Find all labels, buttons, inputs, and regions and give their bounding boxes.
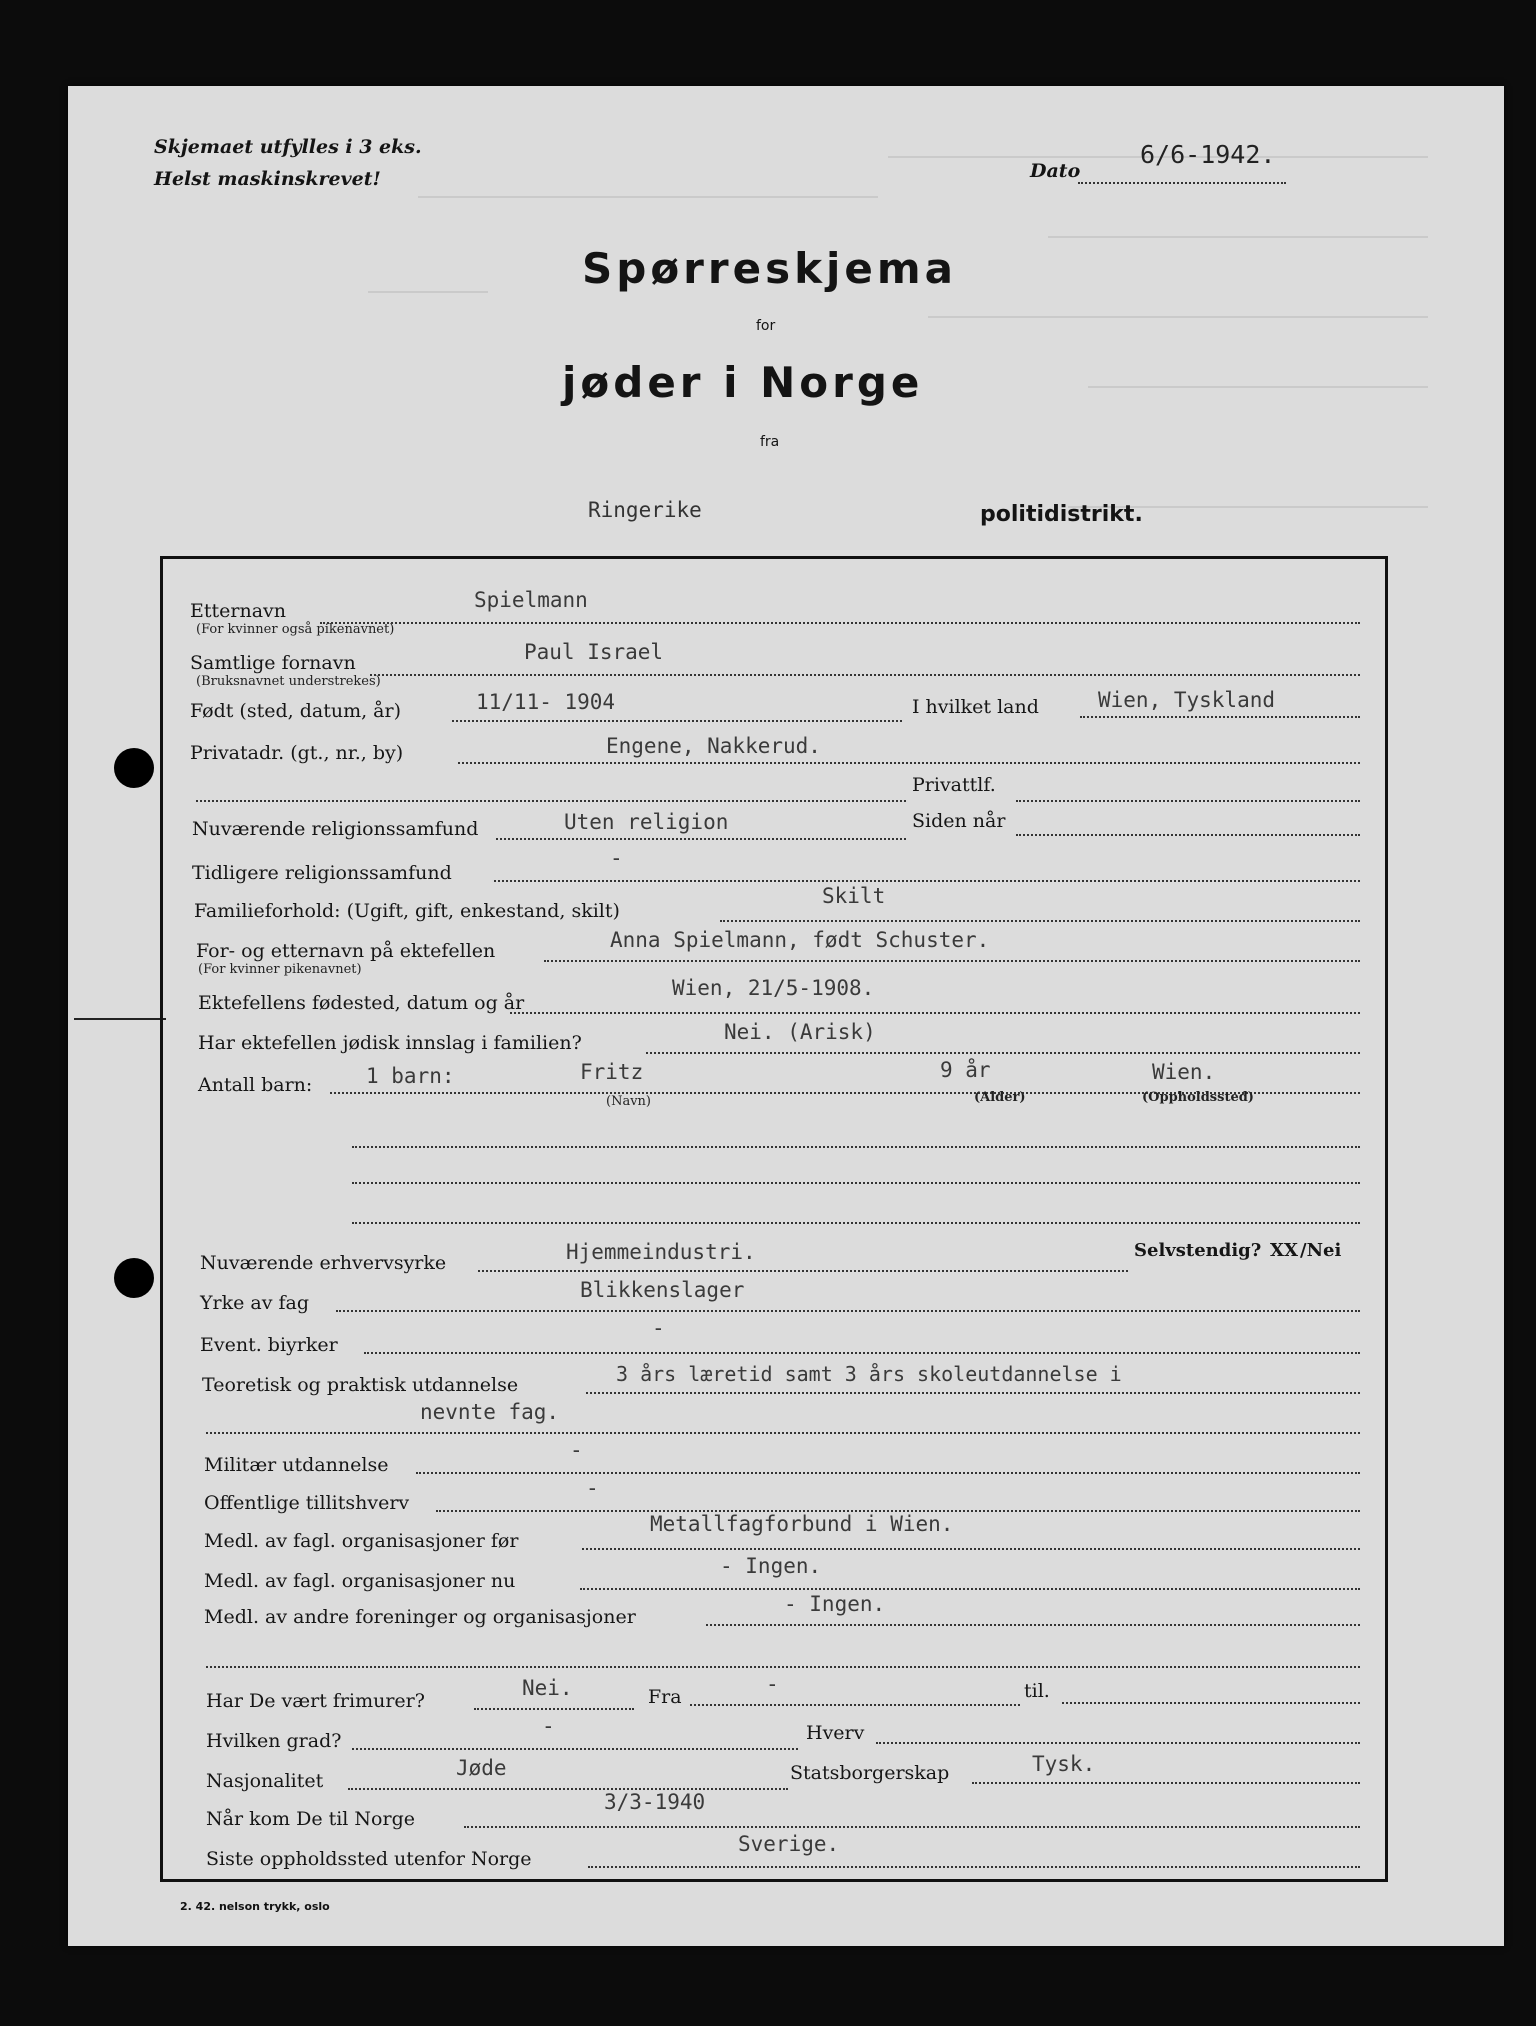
selvstendig-label: Selvstendig? bbox=[1134, 1240, 1262, 1261]
fodt-value: 11/11- 1904 bbox=[476, 690, 616, 714]
familie-line bbox=[720, 920, 1360, 922]
org-for-label: Medl. av fagl. organisasjoner før bbox=[204, 1530, 519, 1552]
nasjonalitet-value: Jøde bbox=[456, 1756, 507, 1780]
punch-hole-bottom bbox=[114, 1258, 154, 1298]
barn-extra-line-2 bbox=[352, 1182, 1360, 1184]
religion-line bbox=[496, 838, 906, 840]
date-value: 6/6-1942. bbox=[1140, 140, 1276, 169]
title-for: for bbox=[756, 318, 776, 334]
instruction-typewritten: Helst maskinskrevet! bbox=[154, 168, 381, 190]
utdannelse-value-2: nevnte fag. bbox=[420, 1400, 560, 1424]
nasjonalitet-line bbox=[348, 1788, 788, 1790]
privatadr-label: Privatadr. (gt., nr., by) bbox=[190, 742, 404, 764]
utdannelse-line bbox=[586, 1392, 1360, 1394]
familie-label: Familieforhold: (Ugift, gift, enkestand, skilt) bbox=[194, 900, 620, 922]
familie-value: Skilt bbox=[822, 884, 886, 908]
org-nu-line bbox=[580, 1588, 1360, 1590]
jodisk-line bbox=[646, 1052, 1360, 1054]
hverv-line bbox=[876, 1742, 1360, 1744]
etternavn-line bbox=[320, 622, 1360, 624]
fodt-line bbox=[452, 720, 902, 722]
barn-sub-age: (Alder) bbox=[974, 1090, 1026, 1105]
ektefelle-value: Anna Spielmann, født Schuster. bbox=[610, 928, 990, 952]
etternavn-value: Spielmann bbox=[474, 588, 588, 612]
district-label: politidistrikt. bbox=[980, 502, 1143, 527]
nasjonalitet-label: Nasjonalitet bbox=[206, 1770, 324, 1792]
form-subtitle: jøder i Norge bbox=[562, 358, 924, 407]
yrke-label: Yrke av fag bbox=[200, 1292, 310, 1314]
grad-value: - bbox=[542, 1714, 555, 1738]
etternavn-sub: (For kvinner også pikenavnet) bbox=[196, 622, 395, 637]
tidl-religion-line bbox=[494, 880, 1360, 882]
ektefelle-line bbox=[544, 960, 1360, 962]
biyrker-line bbox=[364, 1352, 1360, 1354]
yrke-line bbox=[336, 1310, 1360, 1312]
district-value: Ringerike bbox=[588, 498, 702, 522]
siste-opphold-label: Siste oppholdssted utenfor Norge bbox=[206, 1848, 532, 1870]
siden-line bbox=[1016, 834, 1360, 836]
ekt-fodested-line bbox=[510, 1012, 1360, 1014]
frimurer-til-line bbox=[1062, 1702, 1360, 1704]
jodisk-value: Nei. (Arisk) bbox=[724, 1020, 876, 1044]
privattlf-line bbox=[1016, 800, 1360, 802]
religion-label: Nuværende religionssamfund bbox=[192, 818, 479, 840]
utdannelse-label: Teoretisk og praktisk utdannelse bbox=[202, 1374, 519, 1396]
fornavn-value: Paul Israel bbox=[524, 640, 664, 664]
frimurer-fra-label: Fra bbox=[648, 1686, 682, 1708]
punch-hole-top bbox=[114, 748, 154, 788]
title-fra: fra bbox=[760, 434, 780, 450]
privatadr-line2 bbox=[196, 800, 906, 802]
militaer-line bbox=[416, 1472, 1360, 1474]
date-line bbox=[1078, 182, 1286, 184]
ankomst-label: Når kom De til Norge bbox=[206, 1808, 415, 1830]
siden-label: Siden når bbox=[912, 810, 1006, 832]
andre-org-value: - Ingen. bbox=[784, 1592, 886, 1616]
instruction-copies: Skjemaet utfylles i 3 eks. bbox=[154, 136, 422, 158]
selvstendig-ja-crossed: XX bbox=[1270, 1240, 1298, 1261]
ankomst-value: 3/3-1940 bbox=[604, 1790, 706, 1814]
andre-org-label: Medl. av andre foreninger og organisasjoner bbox=[204, 1606, 636, 1628]
frimurer-fra-line bbox=[690, 1704, 1020, 1706]
org-nu-value: - Ingen. bbox=[720, 1554, 822, 1578]
hverv-label: Hverv bbox=[806, 1722, 865, 1744]
barn-sub-name: (Navn) bbox=[606, 1094, 651, 1109]
barn-sub-place: (Oppholdssted) bbox=[1142, 1090, 1254, 1105]
ankomst-line bbox=[464, 1826, 1360, 1828]
ekt-fodested-label: Ektefellens fødested, datum og år bbox=[198, 992, 525, 1014]
frimurer-line bbox=[474, 1708, 634, 1710]
biyrker-value: - bbox=[652, 1316, 665, 1340]
org-for-value: Metallfagforbund i Wien. bbox=[650, 1512, 954, 1536]
frimurer-label: Har De vært frimurer? bbox=[206, 1690, 425, 1712]
privattlf-label: Privattlf. bbox=[912, 774, 996, 796]
erhverv-line bbox=[478, 1270, 1128, 1272]
statsborger-value: Tysk. bbox=[1032, 1752, 1096, 1776]
siste-opphold-line bbox=[588, 1866, 1360, 1868]
tillitshverv-value: - bbox=[586, 1476, 599, 1500]
grad-label: Hvilken grad? bbox=[206, 1730, 342, 1752]
printer-imprint: 2. 42. nelson trykk, oslo bbox=[180, 1900, 330, 1913]
erhverv-value: Hjemmeindustri. bbox=[566, 1240, 756, 1264]
margin-fold-line bbox=[74, 1018, 166, 1020]
utdannelse-value-1: 3 års læretid samt 3 års skoleutdannelse i bbox=[616, 1362, 1122, 1386]
tidl-religion-label: Tidligere religionssamfund bbox=[192, 862, 452, 884]
frimurer-fra-value: - bbox=[766, 1672, 779, 1696]
tidl-religion-value: - bbox=[610, 846, 623, 870]
tillitshverv-label: Offentlige tillitshverv bbox=[204, 1492, 410, 1514]
land-line bbox=[1080, 716, 1360, 718]
barn-place: Wien. bbox=[1152, 1060, 1216, 1084]
yrke-value: Blikkenslager bbox=[580, 1278, 745, 1302]
privatadr-line bbox=[458, 762, 1360, 764]
ektefelle-label: For- og etternavn på ektefellen bbox=[196, 940, 496, 962]
fodt-label: Født (sted, datum, år) bbox=[190, 700, 401, 722]
org-nu-label: Medl. av fagl. organisasjoner nu bbox=[204, 1570, 516, 1592]
grad-line bbox=[352, 1748, 798, 1750]
land-value: Wien, Tyskland bbox=[1098, 688, 1276, 712]
jodisk-label: Har ektefellen jødisk innslag i familien? bbox=[198, 1032, 582, 1054]
frimurer-value: Nei. bbox=[522, 1676, 573, 1700]
ektefelle-sub: (For kvinner pikenavnet) bbox=[198, 962, 362, 977]
org-for-line bbox=[582, 1548, 1360, 1550]
barn-age: 9 år bbox=[940, 1058, 991, 1082]
barn-extra-line-1 bbox=[352, 1146, 1360, 1148]
fornavn-line bbox=[370, 674, 1360, 676]
andre-org-line bbox=[706, 1624, 1360, 1626]
frimurer-til-label: til. bbox=[1024, 1680, 1050, 1702]
utdannelse-line-2 bbox=[206, 1432, 1360, 1434]
statsborger-label: Statsborgerskap bbox=[790, 1762, 950, 1784]
siste-opphold-value: Sverige. bbox=[738, 1832, 840, 1856]
privatadr-value: Engene, Nakkerud. bbox=[606, 734, 821, 758]
fornavn-label: Samtlige fornavn bbox=[190, 652, 356, 674]
date-label: Dato bbox=[1030, 160, 1081, 182]
religion-value: Uten religion bbox=[564, 810, 729, 834]
barn-count: 1 barn: bbox=[366, 1064, 455, 1088]
biyrker-label: Event. biyrker bbox=[200, 1334, 338, 1356]
ekt-fodested-value: Wien, 21/5-1908. bbox=[672, 976, 875, 1000]
militaer-value: - bbox=[570, 1438, 583, 1462]
barn-name: Fritz bbox=[580, 1060, 644, 1084]
erhverv-label: Nuværende erhvervsyrke bbox=[200, 1252, 447, 1274]
etternavn-label: Etternavn bbox=[190, 600, 287, 622]
andre-org-line-2 bbox=[206, 1666, 1360, 1668]
barn-extra-line-3 bbox=[352, 1222, 1360, 1224]
militaer-label: Militær utdannelse bbox=[204, 1454, 389, 1476]
form-title: Spørreskjema bbox=[582, 244, 957, 293]
fornavn-sub: (Bruksnavnet understrekes) bbox=[196, 674, 381, 689]
land-label: I hvilket land bbox=[912, 696, 1039, 718]
barn-label: Antall barn: bbox=[198, 1074, 313, 1096]
selvstendig-nei: /Nei bbox=[1300, 1240, 1342, 1261]
statsborger-line bbox=[972, 1782, 1360, 1784]
